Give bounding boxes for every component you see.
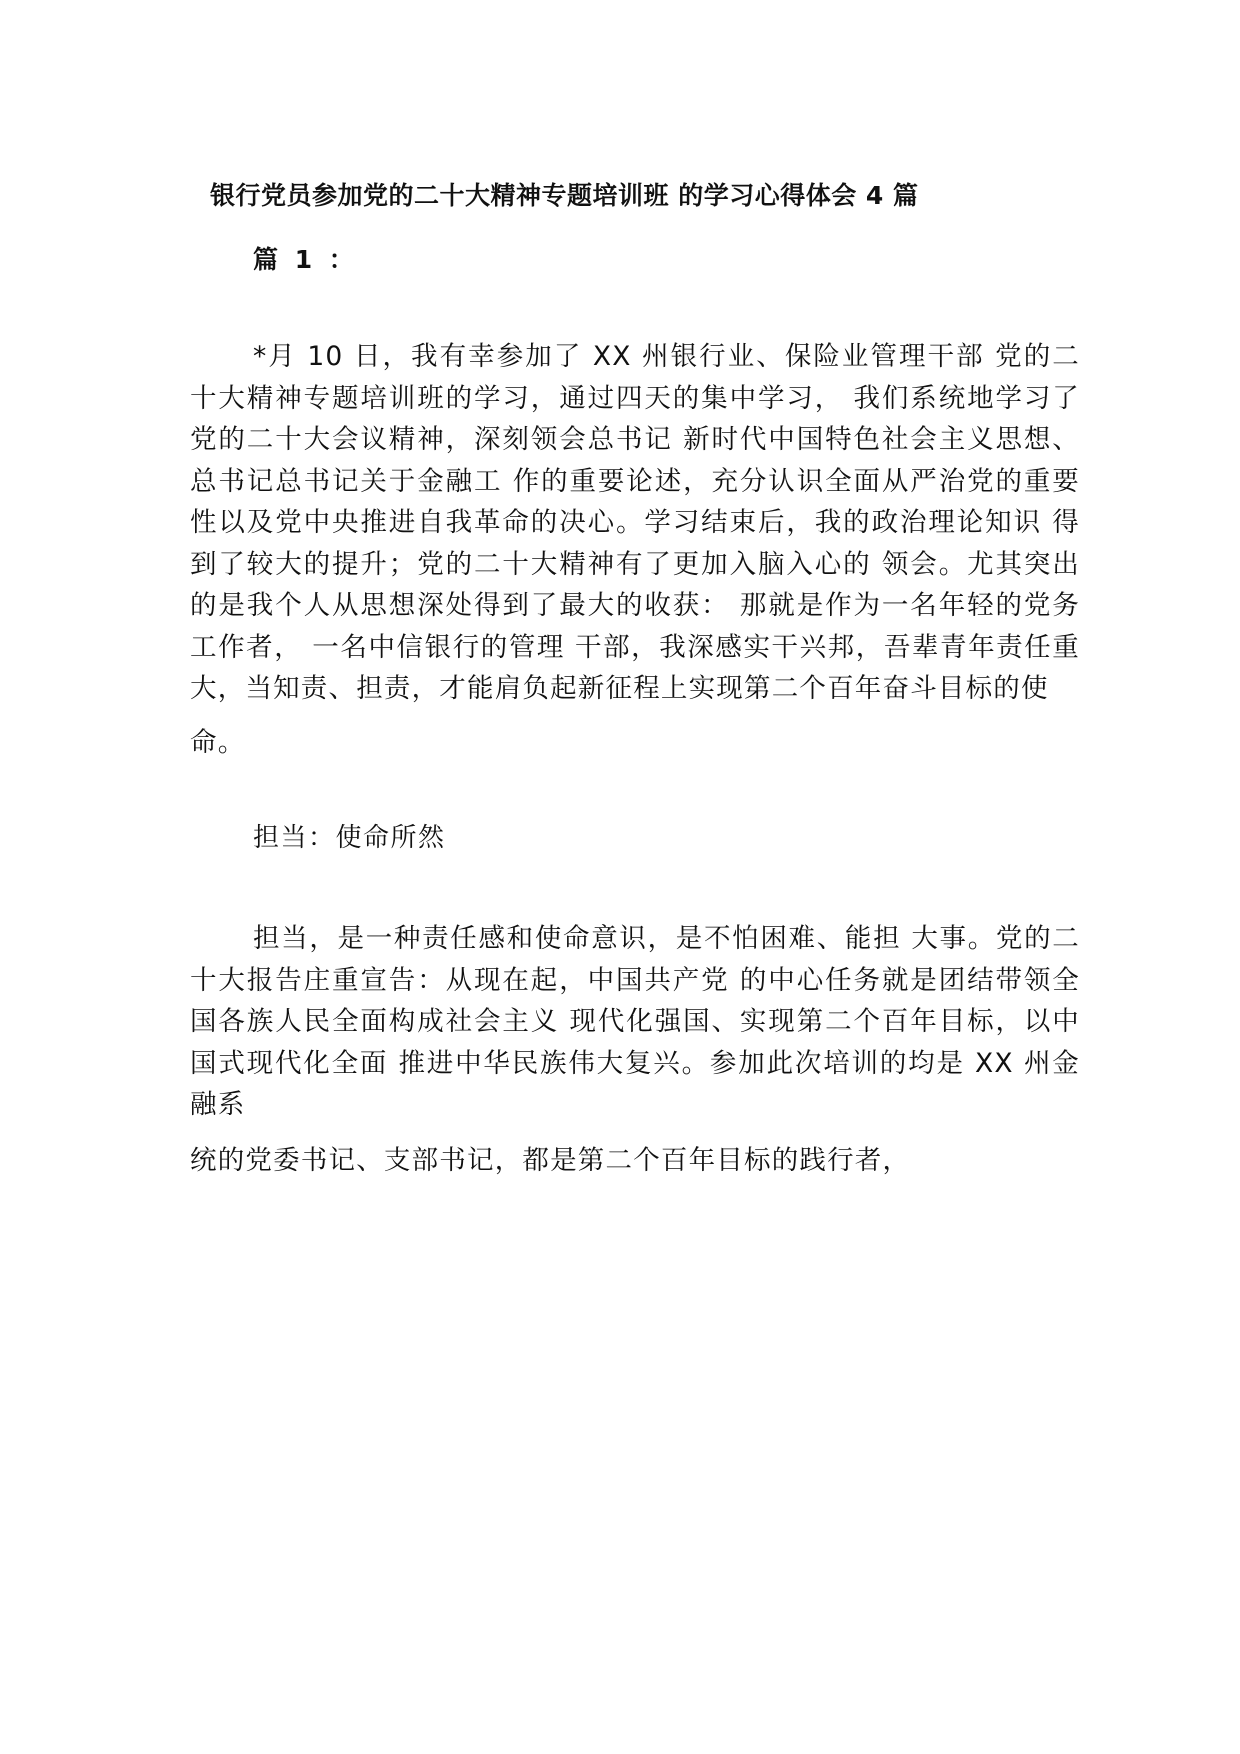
paragraph-1: *月 10 日，我有幸参加了 XX 州银行业、保险业管理干部 党的二十大精神专题培训班的学习，通过四天的集中学习， 我们系统地学习了党的二十大会议精神，深刻领会总书记 新时代中国特色社会主义思想、总书记总书记关于金融工 作的重要论述，充分认识全面从严治党的重要性以及党中央推进自我革命的决心。学习结束后，我的政治理论知识 得到了较大的提升；党的二十大精神有了更加入脑入心的 领会。尤其突出的是我个人从思想深处得到了最大的收获： 那就是作为一名年轻的党务工作者， 一名中信银行的管理 干部，我深感实干兴邦，吾辈青年责任重大，当知责、担责，才能肩负起新征程上实现第二个百年奋斗目标的使 (190, 341, 1080, 704)
document-title: 银行党员参加党的二十大精神专题培训班 的学习心得体会 4 篇 (210, 181, 919, 210)
paragraph-1-tail: 命。 (190, 727, 246, 758)
section-label: 篇 1 ： (253, 245, 358, 274)
paragraph-2-tail: 统的党委书记、支部书记，都是第二个百年目标的践行者， (190, 1145, 911, 1176)
subheading: 担当：使命所然 (253, 823, 446, 853)
paragraph-2: 担当，是一种责任感和使命意识，是不怕困难、能担 大事。党的二十大报告庄重宣告：从现在起，中国共产党 的中心任务就是团结带领全国各族人民全面构成社会主义 现代化强国、实现第二个百年目标，以中国式现代化全面 推进中华民族伟大复兴。参加此次培训的均是 XX 州金融系 (190, 923, 1080, 1120)
